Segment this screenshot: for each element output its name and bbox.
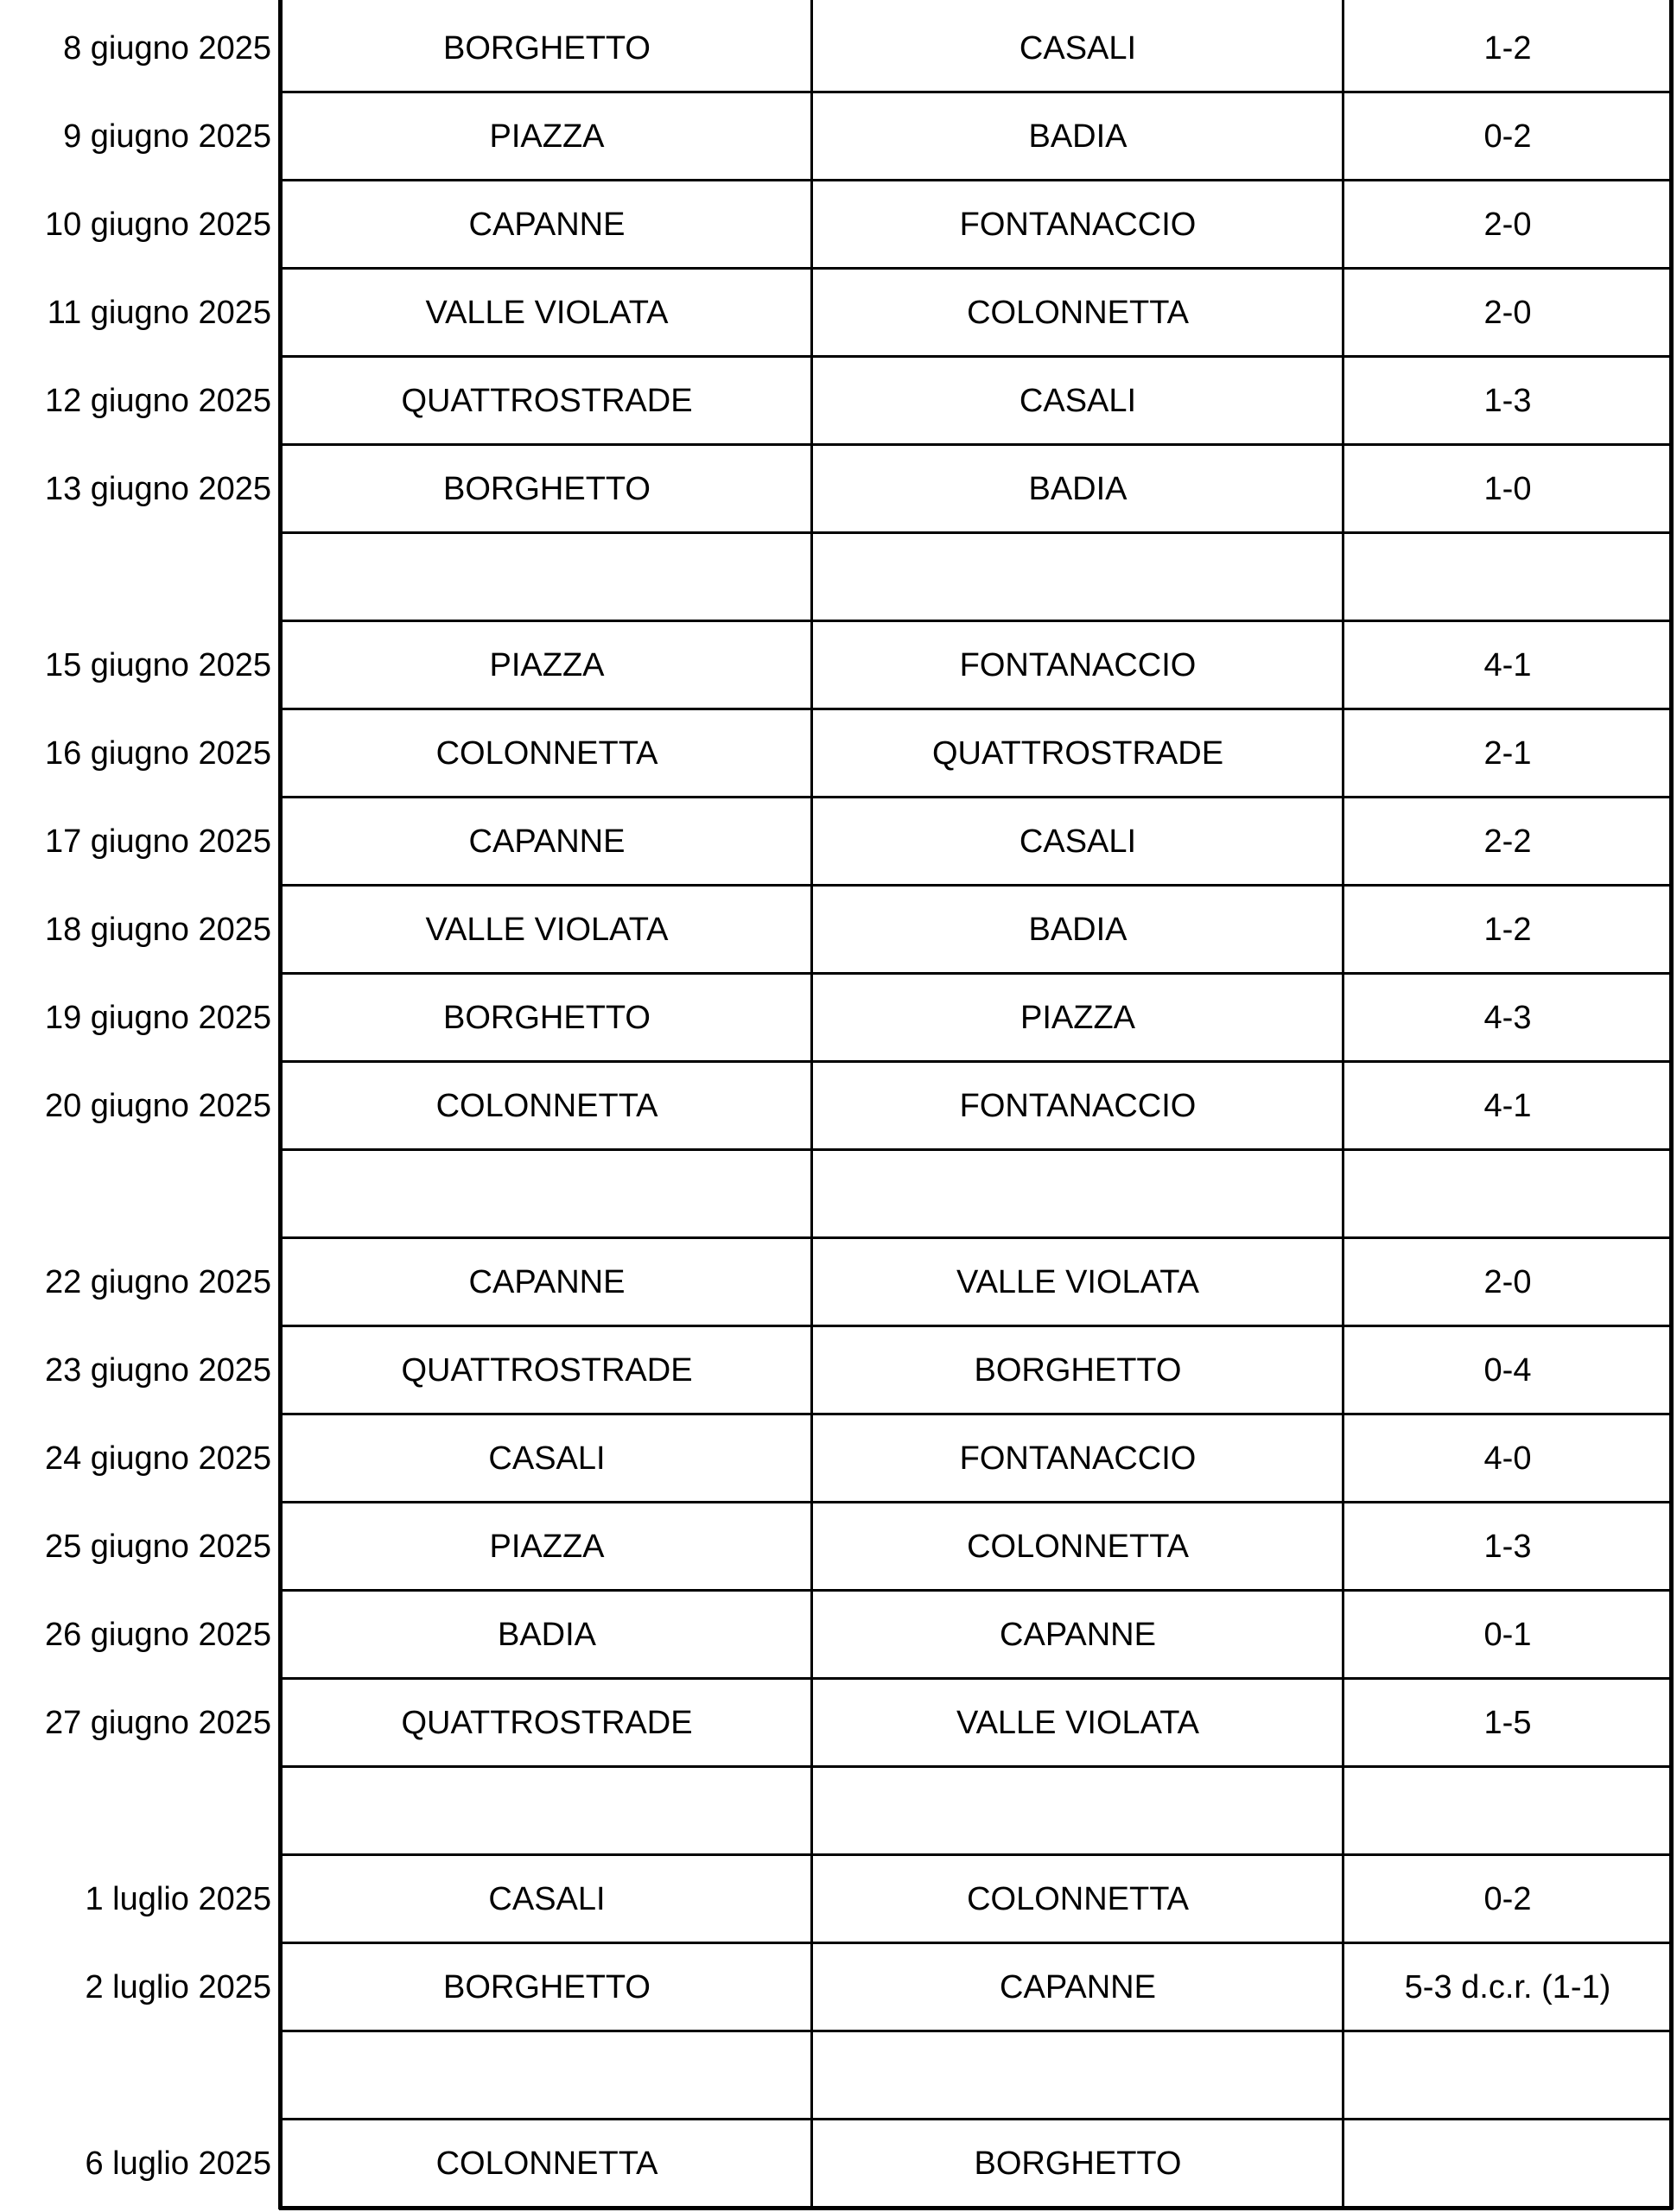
score: 4-3: [1483, 999, 1532, 1036]
match-row: [0, 2120, 1677, 2208]
match-date: 19 giugno 2025: [44, 999, 271, 1036]
home-team: PIAZZA: [489, 1528, 605, 1565]
match-row: [0, 709, 1677, 798]
column-divider: [810, 0, 813, 2209]
away-team: COLONNETTA: [967, 1528, 1189, 1565]
home-team: [282, 2031, 812, 2120]
away-team: CAPANNE: [1000, 1968, 1156, 2005]
match-date: 10 giugno 2025: [44, 206, 271, 243]
away-team: VALLE VIOLATA: [956, 1704, 1199, 1741]
empty-row: [0, 2031, 1677, 2120]
match-row: [0, 445, 1677, 533]
match-date: 16 giugno 2025: [44, 734, 271, 772]
away-team: BADIA: [1028, 470, 1128, 507]
match-date: 24 giugno 2025: [44, 1440, 271, 1477]
empty-row: [0, 1150, 1677, 1238]
away-team: [812, 2031, 1344, 2120]
score: [1344, 1150, 1672, 1238]
match-date: 2 luglio 2025: [85, 1968, 271, 2005]
home-team: BORGHETTO: [443, 1968, 651, 2005]
table-bottom-border: [279, 2206, 1673, 2210]
match-date: 9 giugno 2025: [63, 118, 271, 155]
match-row: [0, 4, 1677, 92]
score: 4-1: [1483, 646, 1532, 683]
match-date: 17 giugno 2025: [44, 823, 271, 860]
table-left-border: [278, 0, 283, 2209]
score: 1-0: [1483, 470, 1532, 507]
home-team: PIAZZA: [489, 646, 605, 683]
home-team: [282, 1767, 812, 1855]
home-team: QUATTROSTRADE: [401, 1351, 693, 1389]
home-team: [282, 1150, 812, 1238]
home-team: VALLE VIOLATA: [425, 294, 669, 331]
away-team: CASALI: [1019, 382, 1137, 419]
away-team: CASALI: [1019, 29, 1137, 67]
match-row: [0, 1062, 1677, 1150]
home-team: BADIA: [497, 1616, 597, 1653]
home-team: COLONNETTA: [435, 1087, 658, 1124]
score: [1344, 2120, 1672, 2208]
match-row: [0, 357, 1677, 445]
home-team: COLONNETTA: [435, 734, 658, 772]
home-team: CAPANNE: [468, 206, 626, 243]
home-team: QUATTROSTRADE: [401, 382, 693, 419]
match-row: [0, 1679, 1677, 1767]
score: 2-0: [1483, 206, 1532, 243]
score: 0-2: [1483, 118, 1532, 155]
away-team: BORGHETTO: [974, 1351, 1182, 1389]
away-team: FONTANACCIO: [959, 1440, 1197, 1477]
match-row: [0, 621, 1677, 709]
home-team: CAPANNE: [468, 823, 626, 860]
home-team: BORGHETTO: [443, 999, 651, 1036]
score: 1-3: [1483, 382, 1532, 419]
away-team: BADIA: [1028, 118, 1128, 155]
match-date: 27 giugno 2025: [44, 1704, 271, 1741]
score: 0-1: [1483, 1616, 1532, 1653]
score: 2-2: [1483, 823, 1532, 860]
away-team: FONTANACCIO: [959, 206, 1197, 243]
match-date: 20 giugno 2025: [44, 1087, 271, 1124]
home-team: CASALI: [488, 1440, 606, 1477]
score: 5-3 d.c.r. (1-1): [1404, 1968, 1611, 2005]
match-row: [0, 1591, 1677, 1679]
match-row: [0, 1326, 1677, 1414]
home-team: PIAZZA: [489, 118, 605, 155]
away-team: [812, 1150, 1344, 1238]
match-date: [0, 1767, 271, 1855]
match-date: 15 giugno 2025: [44, 646, 271, 683]
match-date: 1 luglio 2025: [85, 1880, 271, 1917]
home-team: BORGHETTO: [443, 470, 651, 507]
score: 2-1: [1483, 734, 1532, 772]
match-row: [0, 1855, 1677, 1943]
score: 1-3: [1483, 1528, 1532, 1565]
match-date: 25 giugno 2025: [44, 1528, 271, 1565]
away-team: CAPANNE: [1000, 1616, 1156, 1653]
match-date: 23 giugno 2025: [44, 1351, 271, 1389]
match-date: 6 luglio 2025: [85, 2145, 271, 2182]
away-team: QUATTROSTRADE: [931, 734, 1224, 772]
home-team: CAPANNE: [468, 1263, 626, 1300]
away-team: [812, 1767, 1344, 1855]
score: [1344, 533, 1672, 621]
home-team: [282, 533, 812, 621]
match-date: 22 giugno 2025: [44, 1263, 271, 1300]
empty-row: [0, 533, 1677, 621]
score: 1-2: [1483, 911, 1532, 948]
match-date: [0, 533, 271, 621]
table-right-border: [1669, 0, 1674, 2209]
away-team: COLONNETTA: [967, 294, 1189, 331]
away-team: BADIA: [1028, 911, 1128, 948]
column-divider: [1342, 0, 1344, 2209]
match-row: [0, 886, 1677, 974]
score: [1344, 1767, 1672, 1855]
score: 4-1: [1483, 1087, 1532, 1124]
match-date: [0, 2031, 271, 2120]
score: 2-0: [1483, 1263, 1532, 1300]
match-date: 26 giugno 2025: [44, 1616, 271, 1653]
home-team: VALLE VIOLATA: [425, 911, 669, 948]
score: 4-0: [1483, 1440, 1532, 1477]
match-row: [0, 92, 1677, 181]
match-date: 13 giugno 2025: [44, 470, 271, 507]
score: 1-2: [1483, 29, 1532, 67]
match-date: [0, 1150, 271, 1238]
away-team: PIAZZA: [1020, 999, 1136, 1036]
match-date: 18 giugno 2025: [44, 911, 271, 948]
match-date: 8 giugno 2025: [63, 29, 271, 67]
match-row: [0, 1503, 1677, 1591]
away-team: CASALI: [1019, 823, 1137, 860]
score: 1-5: [1483, 1704, 1532, 1741]
home-team: QUATTROSTRADE: [401, 1704, 693, 1741]
home-team: BORGHETTO: [443, 29, 651, 67]
match-row: [0, 269, 1677, 357]
score: 0-2: [1483, 1880, 1532, 1917]
match-row: [0, 181, 1677, 269]
away-team: VALLE VIOLATA: [956, 1263, 1199, 1300]
match-date: 11 giugno 2025: [47, 294, 271, 331]
match-row: [0, 974, 1677, 1062]
match-row: [0, 1238, 1677, 1326]
home-team: COLONNETTA: [435, 2145, 658, 2182]
away-team: BORGHETTO: [974, 2145, 1182, 2182]
match-row: [0, 1414, 1677, 1503]
away-team: FONTANACCIO: [959, 646, 1197, 683]
score: 0-4: [1483, 1351, 1532, 1389]
home-team: CASALI: [488, 1880, 606, 1917]
away-team: FONTANACCIO: [959, 1087, 1197, 1124]
match-row: [0, 798, 1677, 886]
score: 2-0: [1483, 294, 1532, 331]
empty-row: [0, 1767, 1677, 1855]
score: [1344, 2031, 1672, 2120]
match-row: [0, 1943, 1677, 2031]
away-team: COLONNETTA: [967, 1880, 1189, 1917]
away-team: [812, 533, 1344, 621]
match-date: 12 giugno 2025: [44, 382, 271, 419]
